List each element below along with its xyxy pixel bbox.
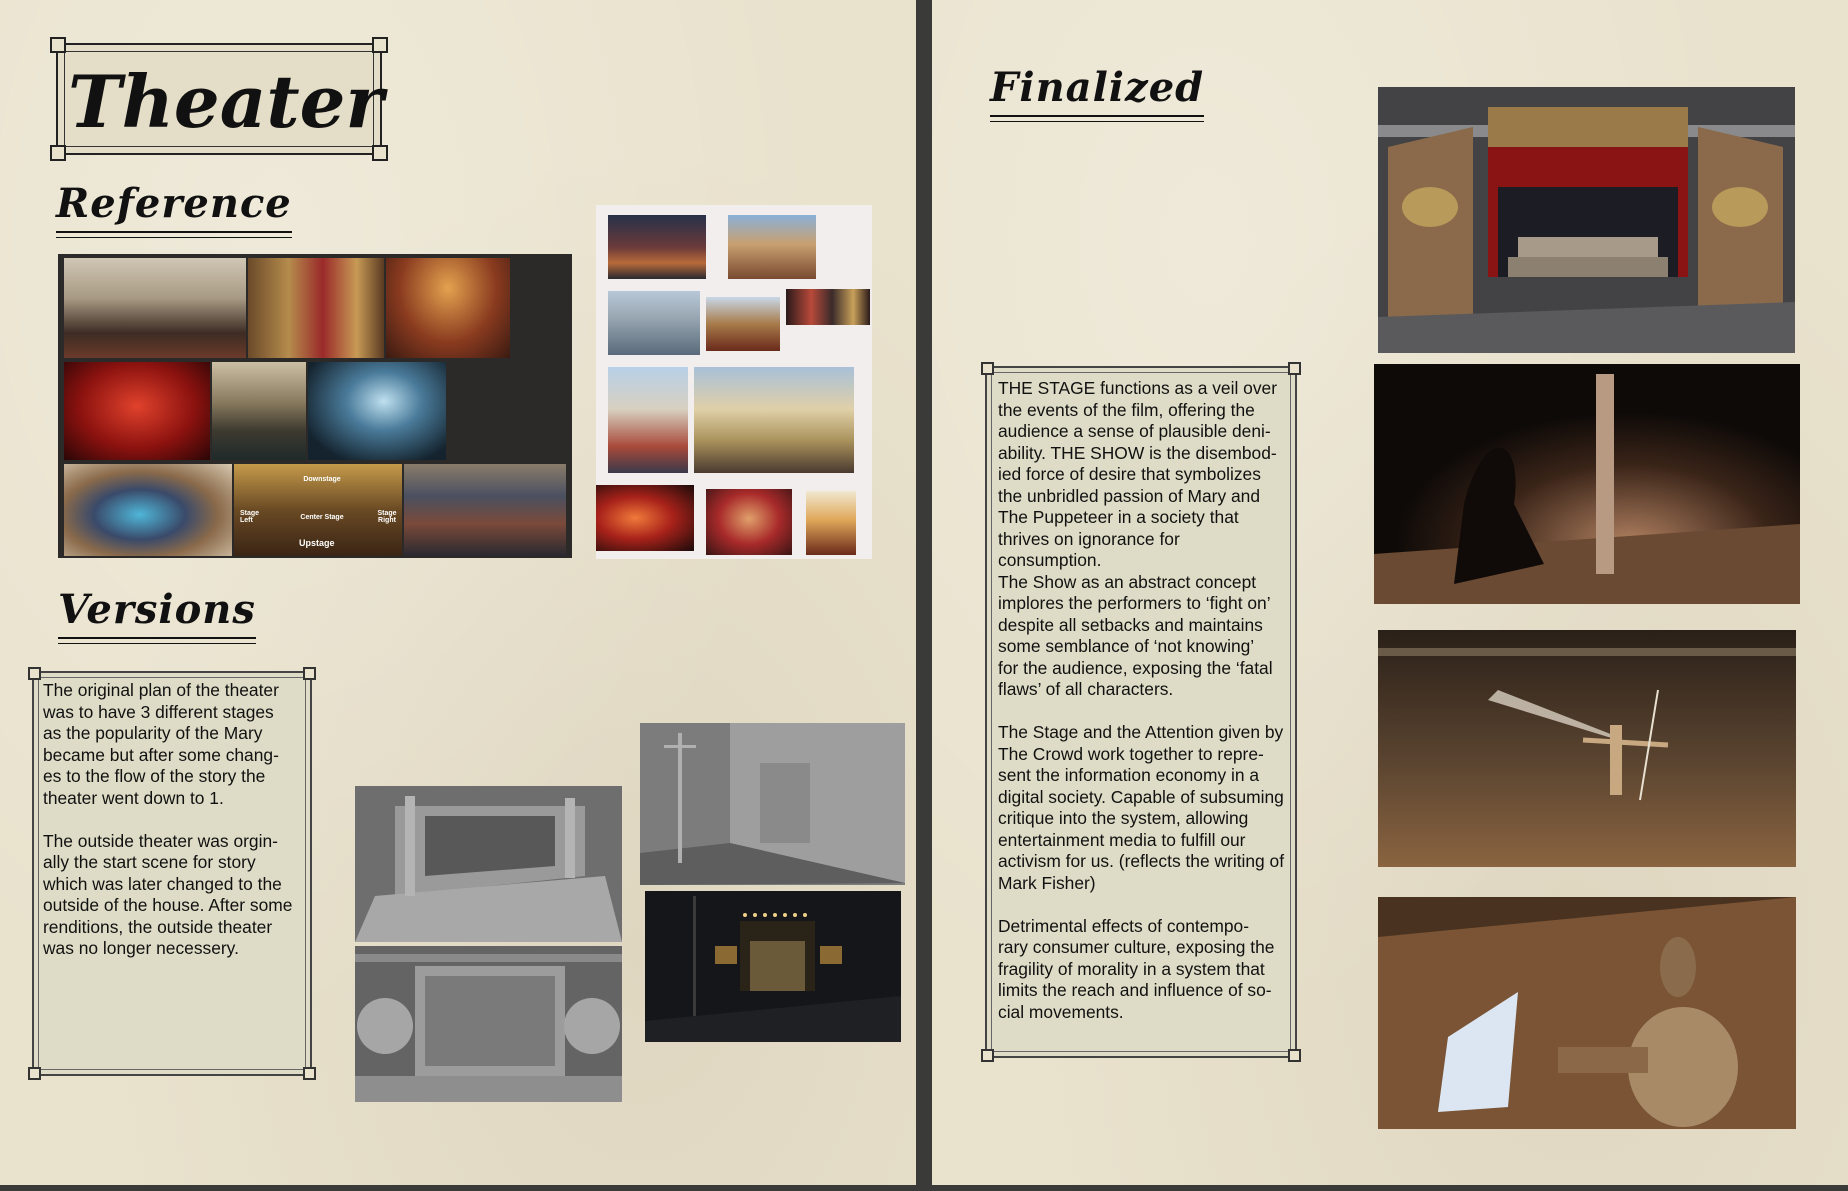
reference-photo-small-marquee [706, 297, 780, 351]
exterior-reference-board [596, 205, 872, 559]
reference-photo-red-curtain [64, 362, 210, 460]
left-page [0, 0, 916, 1185]
reference-photo-auditorium-white [64, 258, 246, 358]
reference-photo-street-theater [694, 367, 854, 473]
reference-photo-stage-diagram [234, 464, 402, 556]
finalized-heading [990, 64, 1204, 111]
final-render-puppet-dance [1378, 630, 1796, 867]
reference-photo-blue-stage [308, 362, 446, 460]
reference-photo-poster-row [786, 289, 870, 325]
reference-photo-opera-house [64, 464, 232, 556]
stage-textbox [985, 366, 1297, 1058]
reference-photo-white-marquee [608, 291, 700, 355]
version-render-exterior-model [640, 723, 905, 885]
stage-paragraph-3: Detrimental effects of contempo- rary consumer culture, exposing the fragility of morality in a system that limits the reach and influence of so- cial movements. [998, 915, 1275, 1022]
label-stage-left: Stage Left [240, 510, 260, 524]
right-page [932, 0, 1848, 1185]
reference-photo-embassy-facade [608, 215, 706, 279]
finalized-heading-text: Finalized [990, 64, 1205, 111]
version-render-stage-model [355, 786, 622, 942]
versions-paragraph-1: The original plan of the theater was to have 3 different stages as the popularity of the Mary became but after some chang- es to the flow of the story the theater went down to 1. [43, 680, 279, 808]
page-title: Theater [68, 59, 384, 144]
versions-paragraph-2: The outside theater was orgin- ally the start scene for story which was later changed to the outside of the house. After some renditions, the outside theater was no longer necessery. [43, 830, 293, 958]
reference-photo-red-lobby [706, 489, 792, 555]
stage-paragraph-2: The Stage and the Attention given by The Crowd work together to repre- sent the information economy in a digital society. Capable of subsuming critique into the system, allowing entertainment media to fulfill our activism for us. (reflects the writing of Mark Fisher) [998, 722, 1285, 893]
final-render-stage-set [1378, 87, 1795, 353]
reference-heading-text: Reference [56, 180, 292, 227]
reference-photo-tall-marquee [608, 367, 688, 473]
label-stage-right: Stage Right [377, 510, 397, 524]
reference-photo-modern-auditorium [404, 464, 566, 556]
reference-photo-ticket-booth [806, 491, 856, 555]
final-render-puppet-closeup [1378, 897, 1796, 1129]
interior-reference-collage [58, 254, 572, 558]
label-downstage: Downstage [303, 476, 341, 483]
reference-heading [56, 180, 292, 227]
reference-photo-neon-night [596, 485, 694, 551]
title-frame [56, 43, 382, 155]
label-upstage: Upstage [299, 538, 335, 548]
final-render-puppet-silhouette [1374, 364, 1800, 604]
version-render-proscenium-model [355, 946, 622, 1102]
stage-paragraph-1: THE STAGE functions as a veil over the events of the film, offering the audience a sense of plausible deni- ability. THE SHOW is the disembod- ied force of desire that symbolizes the unbridled passion of Mary and The Puppeteer in a society that thrives on ignorance for consumption. The Show as an abstract concept implores the performers to ‘fight on’ despite all setbacks and maintains some semblance of ‘not knowing’ for the audience, exposing the ‘fatal flaws’ of all characters. [998, 378, 1277, 699]
reference-photo-ornate-hall [386, 258, 510, 358]
versions-textbox [32, 671, 312, 1076]
versions-heading-text: Versions [58, 586, 256, 633]
label-center-stage: Center Stage [300, 514, 344, 521]
reference-photo-brick-theater [728, 215, 816, 279]
version-render-exterior-night [645, 891, 901, 1042]
reference-photo-proscenium [212, 362, 306, 460]
versions-heading [58, 586, 256, 633]
reference-photo-gilded-boxes [248, 258, 384, 358]
